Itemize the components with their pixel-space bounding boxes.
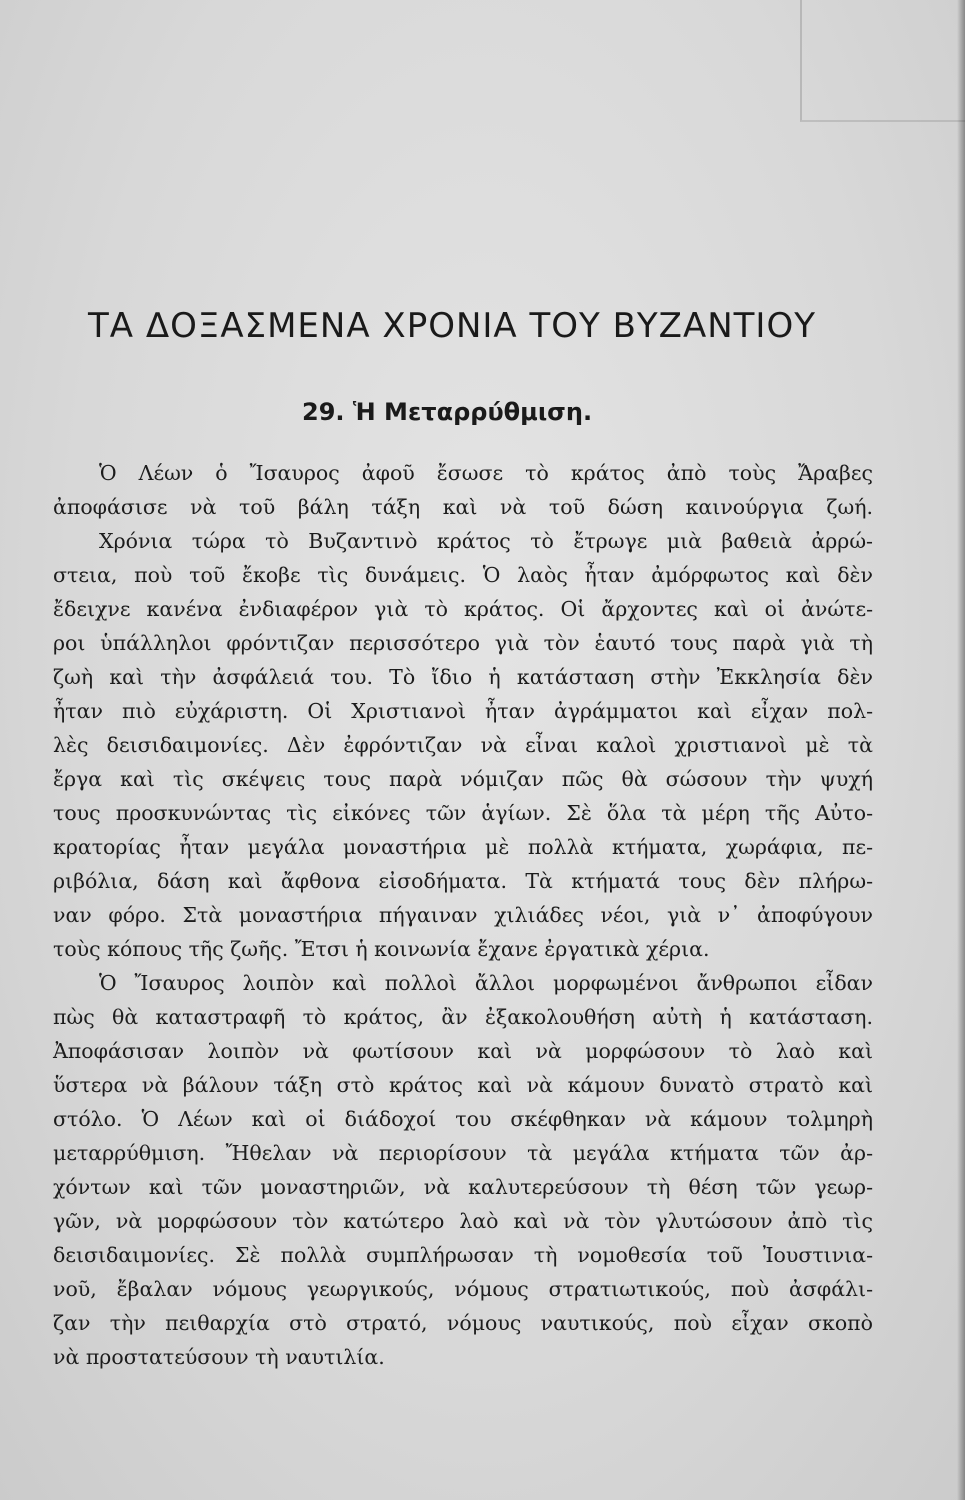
- text-line: στεια, ποὺ τοῦ ἔκοβε τὶς δυνάμεις. Ὁ λαὸς ἦταν ἀμόρφωτος καὶ δὲν: [53, 563, 873, 587]
- text-line: ροι ὑπάλληλοι φρόντιζαν περισσότερο γιὰ τὸν ἑαυτό τους παρὰ γιὰ τὴ: [53, 631, 873, 655]
- text-line: λὲς δεισιδαιμονίες. Δὲν ἐφρόντιζαν νὰ εἶναι καλοὶ χριστιανοὶ μὲ τὰ: [53, 733, 873, 757]
- text-line: κρατορίας ἦταν μεγάλα μοναστήρια μὲ πολλὰ κτήματα, χωράφια, πε-: [53, 835, 873, 859]
- text-line: γῶν, νὰ μορφώσουν τὸν κατώτερο λαὸ καὶ νὰ τὸν γλυτώσουν ἀπὸ τὶς: [53, 1209, 873, 1233]
- text-line: ναν φόρο. Στὰ μοναστήρια πήγαιναν χιλιάδες νέοι, γιὰ ν᾽ ἀποφύγουν: [53, 903, 873, 927]
- section-title: 29. Ἡ Μεταρρύθμιση.: [302, 398, 593, 426]
- text-line: δεισιδαιμονίες. Σὲ πολλὰ συμπλήρωσαν τὴ νομοθεσία τοῦ Ἰουστινια-: [53, 1243, 873, 1267]
- text-line: στόλο. Ὁ Λέων καὶ οἱ διάδοχοί του σκέφθηκαν νὰ κάμουν τολμηρὴ: [53, 1107, 873, 1131]
- scan-corner-mark: [800, 0, 965, 122]
- text-line: νοῦ, ἔβαλαν νόμους γεωργικούς, νόμους στρατιωτικούς, ποὺ ἀσφάλι-: [53, 1277, 873, 1301]
- text-line: χόντων καὶ τῶν μοναστηριῶν, νὰ καλυτερεύσουν τὴ θέση τῶν γεωρ-: [53, 1175, 873, 1199]
- text-line: νὰ προστατεύσουν τὴ ναυτιλία.: [53, 1345, 385, 1369]
- text-line: Ὁ Ἴσαυρος λοιπὸν καὶ πολλοὶ ἄλλοι μορφωμένοι ἄνθρωποι εἶδαν: [99, 971, 873, 995]
- body-text: [53, 456, 873, 1374]
- text-line: ριβόλια, δάση καὶ ἄφθονα εἰσοδήματα. Τὰ κτήματά τους δὲν πλήρω-: [53, 869, 873, 893]
- text-line: ὕστερα νὰ βάλουν τάξη στὸ κράτος καὶ νὰ κάμουν δυνατὸ στρατὸ καὶ: [53, 1073, 873, 1097]
- text-line: μεταρρύθμιση. Ἤθελαν νὰ περιορίσουν τὰ μεγάλα κτήματα τῶν ἀρ-: [53, 1141, 873, 1165]
- page-edge-shadow: [957, 0, 965, 1500]
- text-line: ἦταν πιὸ εὐχάριστη. Οἱ Χριστιανοὶ ἦταν ἀγράμματοι καὶ εἶχαν πολ-: [53, 699, 873, 723]
- text-line: ζωὴ καὶ τὴν ἀσφάλειά του. Τὸ ἴδιο ἡ κατάσταση στὴν Ἐκκλησία δὲν: [53, 665, 873, 689]
- text-line: Ὁ Λέων ὁ Ἴσαυρος ἀφοῦ ἔσωσε τὸ κράτος ἀπὸ τοὺς Ἄραβες: [99, 461, 873, 485]
- text-line: ἀποφάσισε νὰ τοῦ βάλη τάξη καὶ νὰ τοῦ δώση καινούργια ζωή.: [53, 495, 873, 519]
- text-line: Χρόνια τώρα τὸ Βυζαντινὸ κράτος τὸ ἔτρωγε μιὰ βαθειὰ ἀρρώ-: [99, 529, 873, 553]
- text-line: ἔργα καὶ τὶς σκέψεις τους παρὰ νόμιζαν πῶς θὰ σώσουν τὴν ψυχή: [53, 767, 873, 791]
- book-title: ΤΑ ΔΟΞΑΣΜΕΝΑ ΧΡΟΝΙΑ ΤΟΥ ΒΥΖΑΝΤΙΟΥ: [88, 306, 816, 346]
- text-line: ζαν τὴν πειθαρχία στὸ στρατό, νόμους ναυτικούς, ποὺ εἶχαν σκοπὸ: [53, 1311, 873, 1335]
- text-line: Ἀποφάσισαν λοιπὸν νὰ φωτίσουν καὶ νὰ μορφώσουν τὸ λαὸ καὶ: [53, 1039, 873, 1063]
- text-line: τους προσκυνώντας τὶς εἰκόνες τῶν ἁγίων. Σὲ ὅλα τὰ μέρη τῆς Αὐτο-: [53, 801, 873, 825]
- text-line: τοὺς κόπους τῆς ζωῆς. Ἔτσι ἡ κοινωνία ἔχανε ἐργατικὰ χέρια.: [53, 937, 710, 961]
- text-line: ἔδειχνε κανένα ἐνδιαφέρον γιὰ τὸ κράτος. Οἱ ἄρχοντες καὶ οἱ ἀνώτε-: [53, 597, 873, 621]
- text-line: πὼς θὰ καταστραφῆ τὸ κράτος, ἂν ἐξακολουθήση αὐτὴ ἡ κατάσταση.: [53, 1005, 873, 1029]
